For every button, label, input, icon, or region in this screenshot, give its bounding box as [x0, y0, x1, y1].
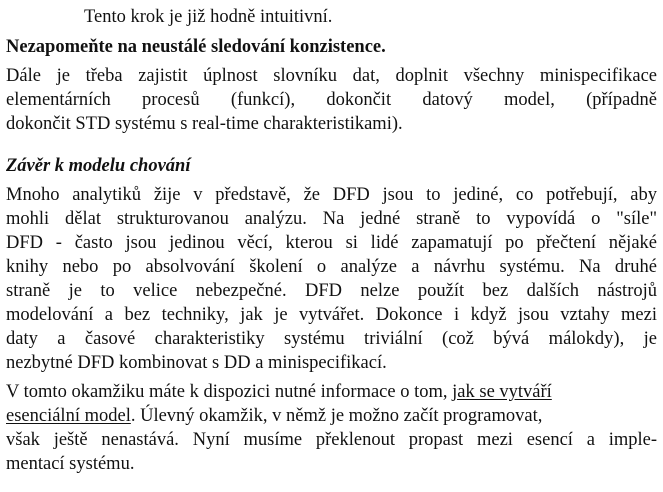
heading-behavior-model: Závěr k modelu chování — [6, 156, 191, 176]
para3-line-4: mentací systému. — [6, 454, 135, 474]
para1-line-2: elementárních procesů (funkcí), dokončit datový model, (případně — [6, 90, 657, 110]
para1-line-1: Dále je třeba zajistit úplnost slovníku dat, doplnit všechny minispecifikace — [6, 66, 657, 86]
para3-line-2 — [6, 405, 657, 427]
heading-consistency: Nezapomeňte na neustálé sledování konzistence. — [6, 37, 386, 57]
para2-line-6: modelování a bez techniky, jak je vytvářet. Dokonce i když jsou vztahy mezi — [6, 305, 657, 325]
underlined-phrase-essential-model: esenciální model — [6, 406, 131, 426]
para2-line-1: Mnoho analytiků žije v představě, že DFD jsou to jediné, co potřebují, aby — [6, 185, 657, 205]
para1-line-3: dokončit STD systému s real-time charakteristikami). — [6, 114, 403, 134]
para2-line-2: mohli dělat strukturovanou analýzu. Na jedné straně to vypovídá o "síle" — [6, 209, 657, 229]
para3-line-3: však ještě nenastává. Nyní musíme překlenout propast mezi esencí a imple- — [6, 430, 657, 450]
para2-line-4: knihy nebo po absolvování školení o analýze a návrhu systému. Na druhé — [6, 257, 657, 277]
para2-line-8: nezbytné DFD kombinovat s DD a minispecifikací. — [6, 353, 387, 373]
para3-line-1-text: V tomto okamžiku máte k dispozici nutné informace o tom, — [6, 382, 453, 402]
para2-line-7: daty a časové charakteristiky systému triviální (což bývá málokdy), je — [6, 329, 657, 349]
intro-line: Tento krok je již hodně intuitivní. — [84, 7, 333, 27]
para2-line-3: DFD - často jsou jedinou věcí, kterou si lidé zapamatují po přečtení nějaké — [6, 233, 657, 253]
underlined-phrase-how-created: jak se vytváří — [452, 382, 552, 402]
para3-line-1 — [6, 381, 657, 403]
para2-line-5: straně je to velice nebezpečné. DFD nelze použít bez dalších nástrojů — [6, 281, 657, 301]
para3-line-2-text: . Úlevný okamžik, v němž je možno začít programovat, — [130, 406, 543, 426]
